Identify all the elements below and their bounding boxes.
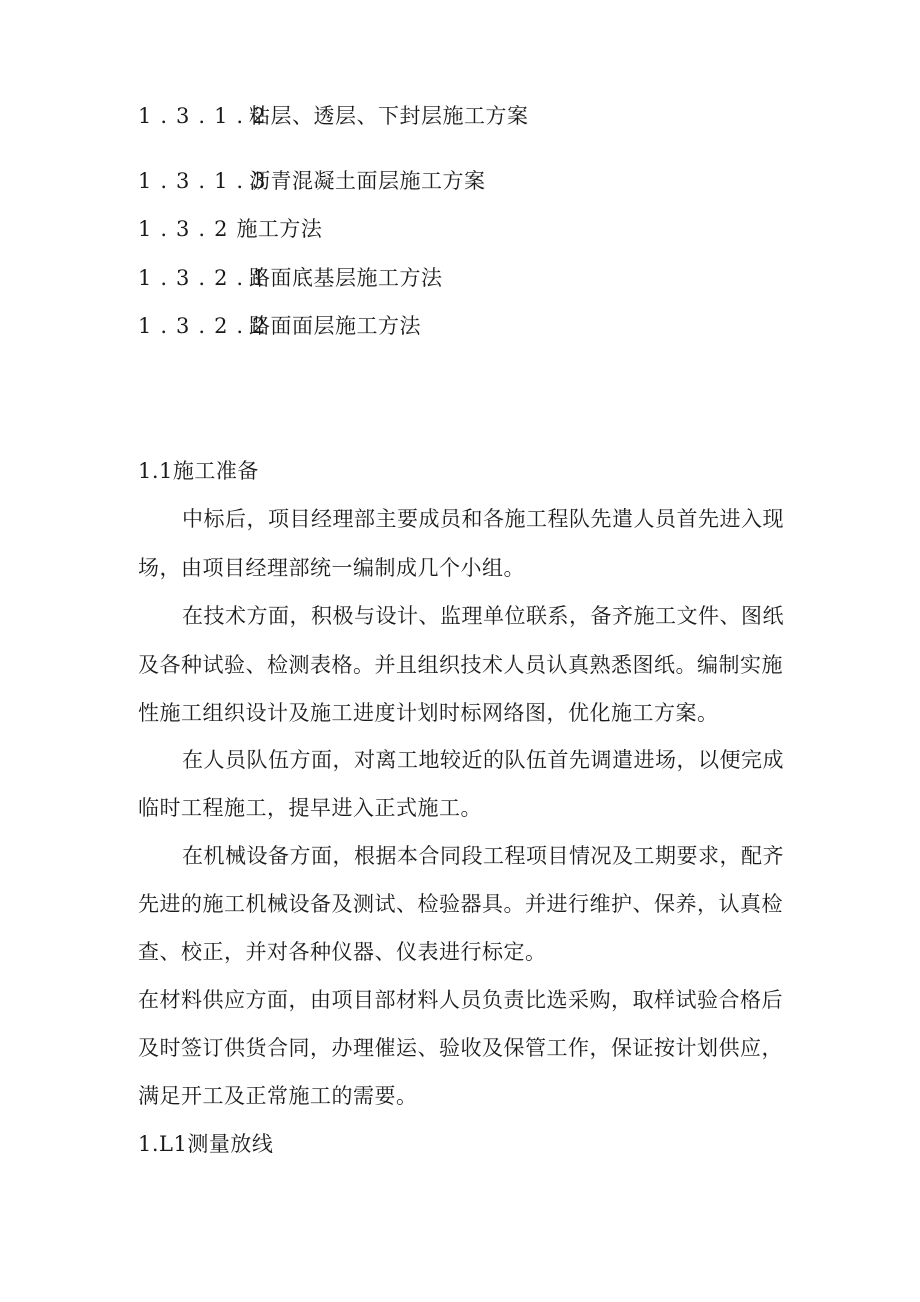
- paragraph-line: 及时签订供货合同，办理催运、验收及保管工作，保证按计划供应，: [138, 1036, 783, 1060]
- paragraph-line: 及各种试验、检测表格。并且组织技术人员认真熟悉图纸。编制实施: [138, 653, 783, 677]
- toc-number: 1.3.1.2: [138, 104, 275, 128]
- toc-number: 1.3.1.3: [138, 169, 275, 193]
- toc-title: 沥青混凝土面层施工方案: [249, 169, 486, 193]
- paragraph-line: 中标后，项目经理部主要成员和各施工程队先遣人员首先进入现: [182, 507, 784, 531]
- toc-title: 施工方法: [236, 217, 323, 241]
- toc-title: 粘层、透层、下封层施工方案: [249, 104, 529, 128]
- paragraph-line: 先进的施工机械设备及测试、检验器具。并进行维护、保养，认真检: [138, 892, 783, 916]
- toc-number: 1.3.2.2: [138, 314, 275, 338]
- paragraph-line: 场，由项目经理部统一编制成几个小组。: [138, 556, 525, 580]
- toc-entry-1-3-2: [138, 215, 322, 243]
- paragraph-line: 性施工组织设计及施工进度计划时标网络图，优化施工方案。: [138, 701, 719, 725]
- paragraph-line: 满足开工及正常施工的需要。: [138, 1084, 418, 1108]
- toc-title: 路面底基层施工方法: [249, 266, 443, 290]
- paragraph-line: 临时工程施工，提早进入正式施工。: [138, 796, 482, 820]
- toc-number: 1.3.2: [138, 217, 237, 241]
- section-heading: 1.1施工准备: [138, 459, 259, 483]
- paragraph-line: 在材料供应方面，由项目部材料人员负责比选采购，取样试验合格后: [138, 988, 783, 1012]
- toc-title: 路面面层施工方法: [249, 314, 421, 338]
- paragraph-line: 查、校正，并对各种仪器、仪表进行标定。: [138, 940, 547, 964]
- paragraph-line: 在技术方面，积极与设计、监理单位联系，备齐施工文件、图纸: [182, 604, 784, 628]
- paragraph-line: 在人员队伍方面，对离工地较近的队伍首先调遣进场，以便完成: [182, 748, 784, 772]
- section-heading: 1.L1测量放线: [138, 1132, 274, 1156]
- paragraph-line: 在机械设备方面，根据本合同段工程项目情况及工期要求，配齐: [182, 844, 784, 868]
- toc-number: 1.3.2.1: [138, 266, 275, 290]
